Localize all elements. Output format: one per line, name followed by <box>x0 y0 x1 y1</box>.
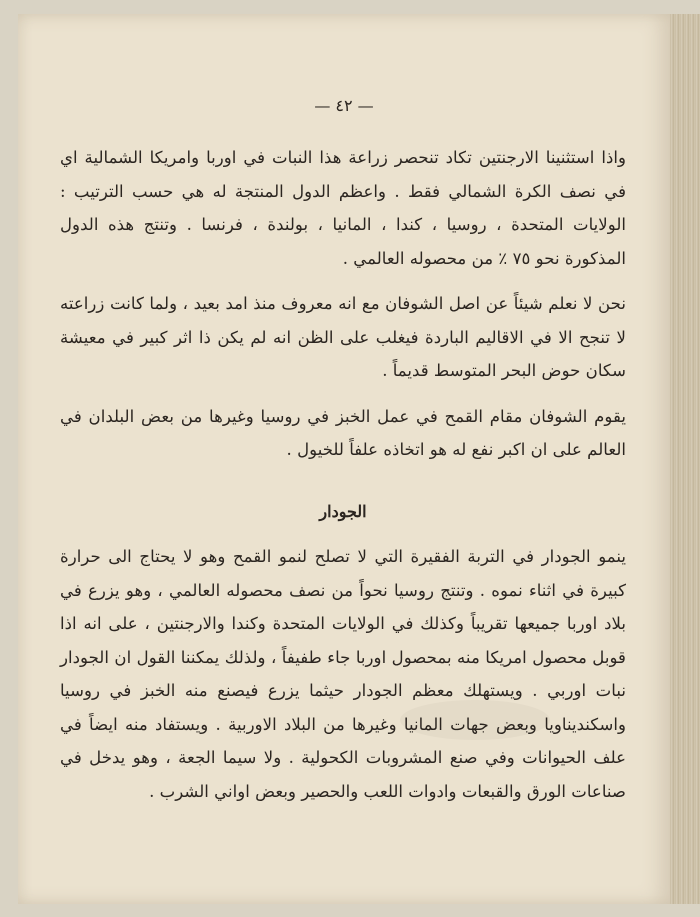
page-number: — ٤٢ — <box>314 96 374 115</box>
page-text <box>60 89 626 808</box>
book-page <box>18 14 670 904</box>
section-heading: الجودار <box>319 501 367 521</box>
paragraph-2: نحن لا نعلم شيئاً عن اصل الشوفان مع انه معروف منذ امد بعيد ، ولما كانت زراعته لا تنجح الا في الاقاليم الباردة فيغلب على الظن انه لم يكن ذا اثر كبير في معيشة سكان حوض البحر المتوسط قديماً . <box>60 294 626 380</box>
page-stack-edge <box>670 14 700 904</box>
paragraph-1: واذا استثنينا الارجنتين تكاد تنحصر زراعة هذا النبات في اوربا وامريكا الشمالية اي في نصف الكرة الشمالي فقط . واعظم الدول المنتجة له هي حسب الترتيب : الولايات المتحدة ، روسيا ، كندا ، المانيا ، بولندة ، فرنسا . وتنتج هذه الدول المذكورة نحو ٧٥ ٪ من محصوله العالمي . <box>60 148 626 268</box>
section-paragraph: ينمو الجودار في التربة الفقيرة التي لا تصلح لنمو القمح وهو لا يحتاج الى حرارة كبيرة في اثناء نموه . وتنتج روسيا نحواً من نصف محصوله العالمي ، وهو يزرع في بلاد اوربا جميعها تقريباً وكذلك في الولايات المتحدة وكندا والارجنتين ، على انه اذا قوبل محصول امريكا منه بمحصول اوربا جاء طفيفاً ، ولذلك يمكننا القول ان الجودار نبات اوربي . ويستهلك معظم الجودار حيثما يزرع فيصنع منه الخبز في روسيا واسكنديناويا وبعض جهات المانيا وغيرها من البلاد الاوربية . ويستفاد منه ايضاً في علف الحيوانات وفي صنع المشروبات الكحولية . ولا سيما الجعة ، وهو يدخل في صناعات الورق والقبعات وادوات اللعب والحصير وبعض اواني الشرب . <box>60 547 626 801</box>
paragraph-3: يقوم الشوفان مقام القمح في عمل الخبز في روسيا وغيرها من بعض البلدان في العالم على ان اكبر نفع له هو اتخاذه علفاً للخيول . <box>60 406 626 459</box>
